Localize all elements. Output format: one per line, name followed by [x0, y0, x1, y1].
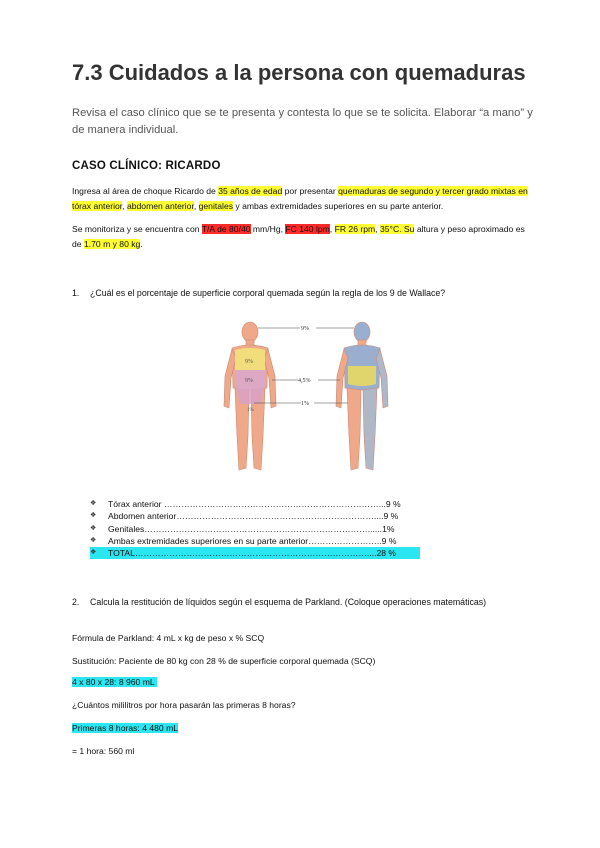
rule-of-nines-figure: [222, 318, 392, 478]
calculation-result: 4 x 80 x 28: 8 960 mL: [72, 677, 155, 687]
per-hour: = 1 hora: 560 ml: [72, 746, 135, 756]
fr-highlight: FR 26 rpm: [334, 224, 376, 234]
page-title: 7.3 Cuidados a la persona con quemaduras: [72, 60, 526, 85]
list-item: ❖ Abdomen anterior……………………………………………………………....9 %: [90, 511, 399, 522]
case-paragraph-2: Se monitoriza y se encuentra con T/A de 80/40 mm/Hg, FC 140 lpm, FR 26 rpm, 35°C. Su altura y peso aproximado es de 1.70 m y 80 kg.: [72, 224, 525, 249]
abdomen-highlight: abdomen anterior: [126, 201, 194, 211]
question-2: 2. Calcula la restitución de líquidos según el esquema de Parkland. (Coloque operaciones matemáticas): [72, 597, 487, 607]
temp-highlight: 35°C. Su: [379, 224, 415, 234]
label-low: 1%: [301, 401, 309, 407]
label-head: 9%: [301, 326, 309, 332]
case-title: CASO CLÍNICO: RICARDO: [72, 160, 221, 172]
genitals-highlight: genitales: [198, 201, 234, 211]
fc-highlight: FC 140 lpm: [285, 224, 330, 234]
wallace-list: [90, 498, 420, 559]
height-weight-highlight: 1.70 m y 80 kg: [83, 239, 141, 249]
front-genital-label: 1%: [247, 408, 254, 413]
parkland-formula: Fórmula de Parkland: 4 mL x kg de peso x % SCQ: [72, 633, 265, 643]
list-item-total: ❖ TOTAL………………………………………………………………………....28 %: [90, 547, 420, 559]
front-abdomen-label: 9%: [245, 378, 253, 384]
list-item: ❖ Tórax anterior …………………………………………………………………...9 %: [90, 499, 401, 509]
hours-question: ¿Cuántos mililitros por hora pasarán las primeras 8 horas?: [72, 700, 296, 710]
list-item: ❖ Ambas extremidades superiores en su parte anterior……………………..9 %: [90, 535, 397, 546]
list-item: ❖ Genitales……………………………………………………………………......1%: [90, 523, 395, 534]
burn-highlight: quemaduras de segundo y tercer grado mixtas en tórax anterior: [72, 186, 528, 211]
age-highlight: 35 años de edad: [218, 186, 283, 196]
label-mid: 4,5%: [298, 378, 311, 384]
question-1: 1. ¿Cuál es el porcentaje de superficie corporal quemada según la regla de los 9 de Wallace?: [72, 288, 446, 298]
first-8-hours: Primeras 8 horas: 4 480 mL: [72, 723, 179, 733]
case-paragraph-1: Ingresa al área de choque Ricardo de 35 años de edad por presentar quemaduras de segundo y tercer grado mixtas en tórax anterior, abdomen anterior, genitales y ambas extremidades superiores en su parte anterior.: [72, 186, 528, 211]
back-body: [336, 322, 388, 470]
back-zone: [348, 366, 376, 386]
substitution: Sustitución: Paciente de 80 kg con 28 % de superficie corporal quemada (SCQ): [72, 656, 376, 666]
front-chest-label: 9%: [245, 359, 253, 365]
ta-highlight: T/A de 80/40: [201, 224, 251, 234]
intro-text: Revisa el caso clínico que se te presenta y contesta lo que se te solicita. Elaborar “a mano” y de manera individual.: [72, 107, 533, 136]
